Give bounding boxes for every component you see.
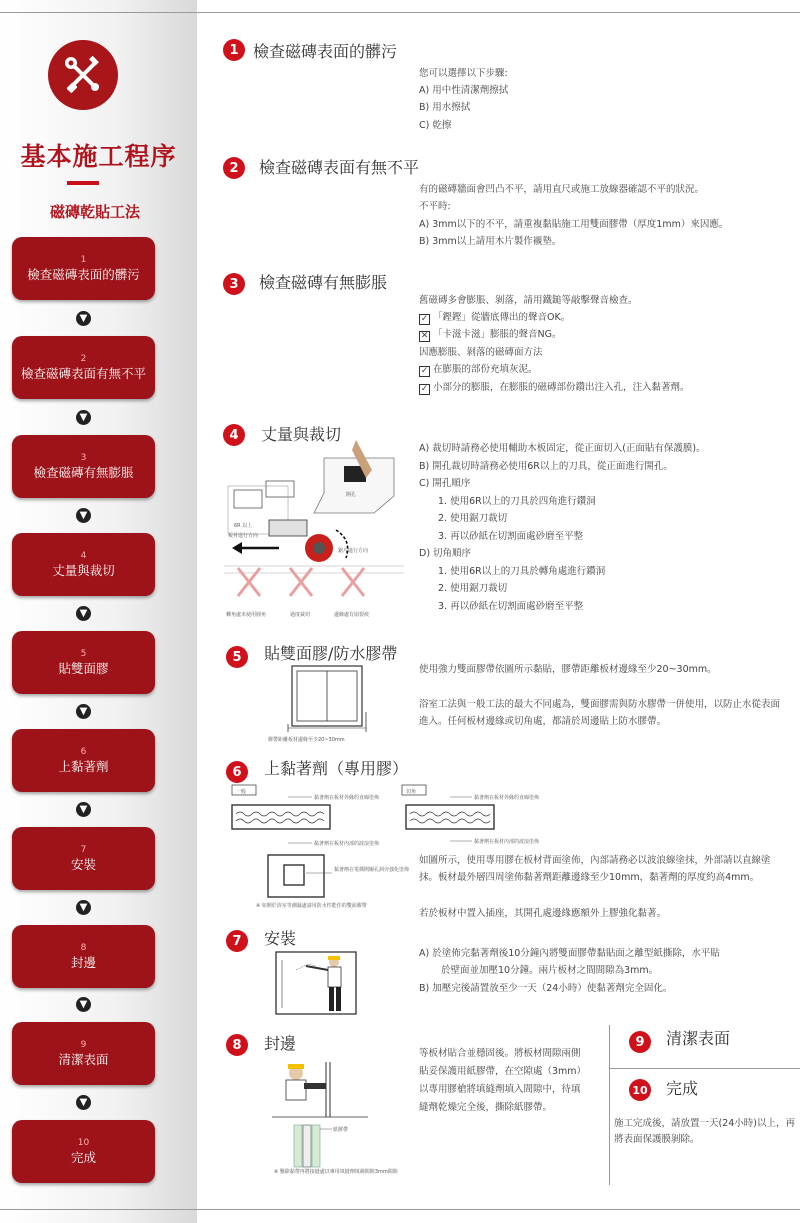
section-4-step-d: D) 切角順序 <box>419 548 472 559</box>
step-button-2[interactable] <box>12 336 155 399</box>
step-number: 5 <box>80 648 87 659</box>
step-button-7[interactable] <box>12 827 155 890</box>
section-8-para: 等板材貼合並穩固後。將板材間隙兩側貼妥保護用紙膠帶，在空隙處（3mm）以專用膠槍將填縫劑填入間隙中，待填縫劑乾燥完全後，撕除紙膠帶。 <box>419 1048 587 1113</box>
step-number: 1 <box>80 254 87 265</box>
fig-label-a3: 黏著劑在板材外緣的直線塗佈 <box>474 795 540 801</box>
fig-label-corner2: 過度裁切 <box>290 612 311 618</box>
adhesive-diagram <box>228 783 568 913</box>
section-7-step-a: A) 於塗佈完黏著劑後10分鐘內將雙面膠帶黏貼面之離型紙撕除，水平貼 <box>419 948 720 959</box>
section-6-para-1: 如圖所示，使用專用膠在板材背面塗佈，內部請務必以波浪線塗抹，外部請以直線塗抹。板材最外層四周塗佈黏著劑距離邊緣至少10mm，黏著劑的厚度約高4mm。 <box>419 855 771 883</box>
step-button-10[interactable] <box>12 1120 155 1183</box>
section-3-method-2 <box>419 380 690 397</box>
section-3-ok-row <box>419 310 570 327</box>
section-4-step-c1: 1. 使用6R以上的刀具於四角進行鑽洞 <box>438 496 596 507</box>
fig-caption-tape: 膠帶距離板材邊緣至少20~30mm <box>268 737 345 743</box>
section-1-step-a: A) 用中性清潔劑擦拭 <box>419 85 509 96</box>
cutting-illustration <box>224 438 404 623</box>
section-5-para-1: 使用強力雙面膠帶依圖所示黏貼，膠帶距離板材邊緣至少20~30mm。 <box>419 664 717 675</box>
arrow-down-icon: ▼ <box>76 311 91 326</box>
section-4-step-c2: 2. 使用鋸刀裁切 <box>438 513 508 524</box>
section-title-10: 完成 <box>666 1079 699 1098</box>
checkbox-crossed-icon: ✕ <box>420 331 429 341</box>
section-9-divider <box>609 1068 800 1069</box>
checkbox-checked-icon: ✓ <box>420 384 429 394</box>
section-1-step-b: B) 用水擦拭 <box>419 102 471 113</box>
arrow-down-icon: ▼ <box>76 606 91 621</box>
title-divider <box>67 181 99 185</box>
step-number: 7 <box>80 844 87 855</box>
section-3-method-1 <box>419 362 538 379</box>
fig-label-a5: 黏著劑在電插開關孔洞旁強化塗佈 <box>334 867 410 873</box>
section-title-3: 檢查磁磚有無膨脹 <box>259 273 388 292</box>
section-number-4: 4 <box>223 424 245 446</box>
fig-label-tape: 紙膠帶 <box>333 1127 349 1133</box>
bottom-rule <box>0 1209 800 1210</box>
section-title-2: 檢查磁磚表面有無不平 <box>259 158 420 177</box>
section-title-9: 清潔表面 <box>666 1029 731 1048</box>
sidebar-subtitle: 磁磚乾貼工法 <box>49 203 140 221</box>
fig-label-corner1: 轉角處未使用圓角 <box>226 612 267 618</box>
fig-label-cut: 切角 <box>406 789 417 795</box>
install-illustration <box>276 952 356 1014</box>
section-4-step-c: C) 開孔順序 <box>419 478 471 489</box>
section-title-7: 安裝 <box>264 929 297 948</box>
arrow-down-icon: ▼ <box>76 900 91 915</box>
section-3-method-2-text: 小部分的膨脹，在膨脹的磁磚部份鑽出注入孔，注入黏著劑。 <box>433 382 690 393</box>
step-button-5[interactable] <box>12 631 155 694</box>
section-4-step-c3: 3. 再以砂紙在切割面處砂磨至平整 <box>438 531 584 542</box>
fig-label-saw-dir: 鋸片進行方向 <box>338 548 369 554</box>
section-title-6: 上黏著劑（專用膠） <box>264 759 409 778</box>
step-label: 檢查磁磚表面有無不平 <box>20 365 146 381</box>
fig-label-a4: 黏著劑在板材內部的波浪塗佈 <box>474 839 540 845</box>
section-3-intro: 舊磁磚多會膨脹、剝落，請用鐵鎚等敲擊聲音檢查。 <box>419 295 638 306</box>
fig-caption-seal: ※ 鑿除黏帶再將接縫處以專用填縫劑填補間隙3mm間隙 <box>274 1169 398 1175</box>
sealing-illustration <box>272 1057 398 1175</box>
section-1-intro: 您可以選擇以下步驟: <box>419 68 508 79</box>
arrow-down-icon: ▼ <box>76 1095 91 1110</box>
step-number: 10 <box>77 1137 90 1148</box>
fig-label-r6: 6R 以上 <box>234 523 253 529</box>
section-2-intro: 有的磁磚牆面會凹凸不平，請用直尺或施工放線器確認不平的狀況。 <box>419 184 705 195</box>
step-label: 貼雙面膠 <box>58 660 109 676</box>
checkbox-checked-icon: ✓ <box>420 366 429 376</box>
section-5-para-2: 浴室工法與一般工法的最大不同處為，雙面膠需與防水膠帶一併使用，以防止水從表面進入。任何板材邊緣或切角處，都請於周邊貼上防水膠帶。 <box>419 699 781 727</box>
section-number-2: 2 <box>223 157 245 179</box>
step-button-3[interactable] <box>12 435 155 498</box>
section-title-8: 封邊 <box>264 1034 297 1053</box>
section-title-1: 檢查磁磚表面的髒污 <box>253 42 398 61</box>
step-number: 3 <box>80 452 87 463</box>
section-title-5: 貼雙面膠/防水膠帶 <box>264 644 398 663</box>
section-2-step-a: A) 3mm以下的不平，請重複黏貼施工用雙面膠帶（厚度1mm）來因應。 <box>419 219 729 230</box>
tools-logo <box>48 40 118 110</box>
step-label: 丈量與裁切 <box>52 562 115 578</box>
sidebar-title: 基本施工程序 <box>20 142 177 171</box>
section-3-method-1-text: 在膨脹的部份充填灰泥。 <box>433 364 538 375</box>
arrow-down-icon: ▼ <box>76 802 91 817</box>
step-number: 4 <box>80 550 87 561</box>
wrench-screwdriver-icon <box>60 52 106 98</box>
arrow-down-icon: ▼ <box>76 410 91 425</box>
section-3-ng-text: 「卡滋卡滋」膨脹的聲音NG。 <box>433 329 562 340</box>
section-number-6: 6 <box>226 761 248 783</box>
section-4-step-d3: 3. 再以砂紙在切割面處砂磨至平整 <box>438 601 584 612</box>
step-button-9[interactable] <box>12 1022 155 1085</box>
column-divider <box>609 1025 610 1185</box>
section-4-step-b: B) 開孔裁切時請務必使用6R以上的刀具，從正面進行開孔。 <box>419 461 673 472</box>
fig-label-a2: 黏著劑在板材內部的波浪塗佈 <box>314 841 380 847</box>
fig-label-normal: 一般 <box>236 789 247 795</box>
step-button-8[interactable] <box>12 925 155 988</box>
step-button-4[interactable] <box>12 533 155 596</box>
step-label: 檢查磁磚有無膨脹 <box>33 464 134 480</box>
section-7-step-a-cont: 於壁面並加壓10分鐘。兩片板材之間間隙為3mm。 <box>441 965 659 976</box>
step-label: 安裝 <box>70 856 96 872</box>
step-number: 2 <box>80 353 87 364</box>
arrow-down-icon: ▼ <box>76 704 91 719</box>
step-number: 8 <box>80 942 87 953</box>
top-rule <box>0 12 800 13</box>
step-label: 上黏著劑 <box>58 758 109 774</box>
sidebar <box>0 0 197 1223</box>
section-2-step-b: B) 3mm以上請用木片製作襯墊。 <box>419 236 562 247</box>
section-number-10: 10 <box>629 1079 651 1101</box>
section-6-para-2: 若於板材中置入插座，其開孔處邊緣應額外上膠強化黏著。 <box>419 908 667 919</box>
step-button-6[interactable] <box>12 729 155 792</box>
section-4-step-d1: 1. 使用6R以上的刀具於轉角處進行鑽洞 <box>438 566 606 577</box>
section-number-1: 1 <box>223 39 245 61</box>
tape-diagram <box>250 662 370 744</box>
fig-label-board-dir: 板材進行方向 <box>228 533 259 539</box>
fig-label-a1: 黏著劑在板材外緣的直線塗佈 <box>314 795 380 801</box>
step-number: 9 <box>80 1039 87 1050</box>
section-title-4: 丈量與裁切 <box>261 425 342 444</box>
arrow-down-icon: ▼ <box>76 997 91 1012</box>
section-number-9: 9 <box>629 1031 651 1053</box>
section-2-condition: 不平時: <box>419 201 451 212</box>
section-1-step-c: C) 乾擦 <box>419 120 452 131</box>
fig-label-hole: 開孔 <box>346 492 357 498</box>
section-10-para: 施工完成後，請放置一天(24小時)以上，再將表面保護膜剝除。 <box>614 1118 796 1145</box>
fig-note: ※ 如開於浴室等潮濕處請用防水性能佳的雙面膠帶 <box>256 903 367 909</box>
section-number-8: 8 <box>226 1034 248 1056</box>
step-label: 清潔表面 <box>58 1051 109 1067</box>
section-3-ok-text: 「鏗鏗」從牆底傳出的聲音OK。 <box>433 312 571 323</box>
checkbox-checked-icon: ✓ <box>420 314 429 324</box>
section-3-method-heading: 因應膨脹、剝落的磁磚面方法 <box>419 347 543 358</box>
fig-label-corner3: 邊緣處有崩裂痕 <box>334 612 370 618</box>
section-4-step-d2: 2. 使用鋸刀裁切 <box>438 583 508 594</box>
section-number-7: 7 <box>226 930 248 952</box>
section-7-step-b: B) 加壓完後請置放至少一天（24小時）使黏著劑完全固化。 <box>419 983 673 994</box>
section-number-3: 3 <box>223 273 245 295</box>
step-label: 完成 <box>70 1149 96 1165</box>
section-3-ng-row <box>419 327 561 344</box>
step-number: 6 <box>80 746 87 757</box>
arrow-down-icon: ▼ <box>76 508 91 523</box>
section-number-5: 5 <box>226 646 248 668</box>
step-button-1[interactable] <box>12 237 155 300</box>
section-4-step-a: A) 裁切時請務必使用輔助木板固定，從正面切入(正面貼有保護膜)。 <box>419 443 706 454</box>
step-label: 檢查磁磚表面的髒污 <box>27 266 140 282</box>
step-label: 封邊 <box>70 954 96 970</box>
